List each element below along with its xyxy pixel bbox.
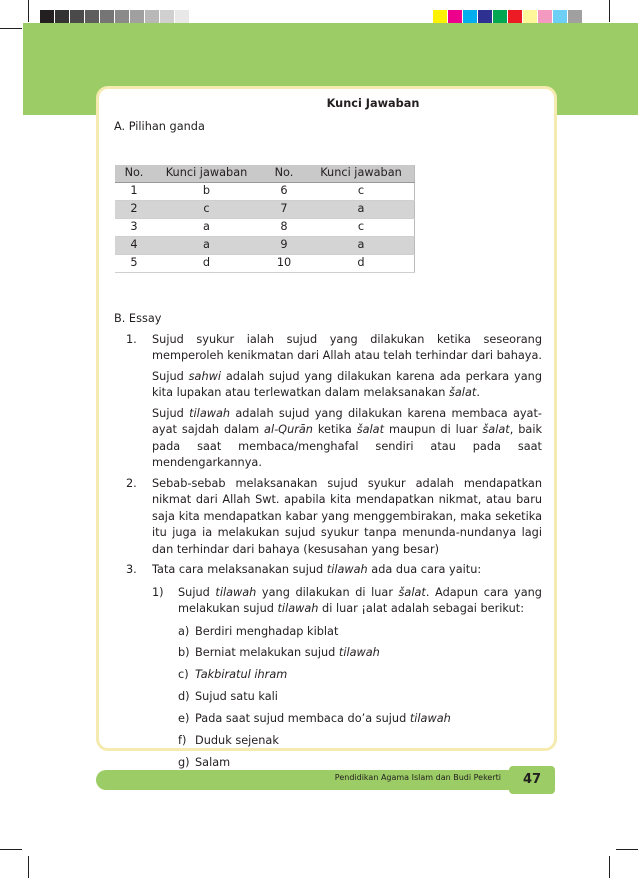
table-cell: 1 [115, 183, 153, 201]
answer-table [115, 165, 415, 273]
essay-item-3 [126, 562, 542, 777]
crop-mark [609, 856, 610, 878]
list-item-label: d) [178, 690, 190, 704]
paragraph: Sujud tilawah adalah sujud yang dilakukan karena membaca ayat-ayat sajdah dalam al-Qurān ketika šalat maupun di luar šalat, baik pada saat membaca/menghafal sendiri atau pada saat mendengarkannya. [152, 406, 543, 469]
table-header-row [115, 165, 415, 183]
crop-mark [28, 856, 29, 878]
essay-item-2 [126, 476, 542, 559]
paragraph: Sebab-sebab melaksanakan sujud syukur adalah mendapatkan nikmat dari Allah Swt. apabila kita mendapatkan nikmat, atau baru saja kita mendapatkan kabar yang menggembirakan, maka seketika itu juga ia melakukan sujud syukur tanpa menunda-nundanya lagi dan terhindar dari bahaya (kesusahan yang besar) [152, 476, 542, 556]
list-item-text: Berdiri menghadap kiblat [195, 624, 339, 638]
crop-mark [609, 0, 610, 22]
table-cell: 9 [260, 237, 308, 255]
table-row [115, 237, 415, 255]
table-cell: d [153, 255, 260, 273]
section-a-heading: A. Pilihan ganda [114, 119, 205, 133]
paragraph: Tata cara melaksanakan sujud tilawah ada dua cara yaitu: [152, 563, 482, 576]
section-b-heading: B. Essay [114, 312, 162, 325]
steps-list [178, 624, 542, 772]
list-item-label: a) [178, 624, 190, 638]
list-item-label: b) [178, 646, 190, 660]
item-number: 2. [126, 476, 137, 490]
item-number: 3. [126, 563, 137, 576]
list-item-text: Duduk sejenak [195, 733, 279, 747]
table-cell: 3 [115, 219, 153, 237]
table-header: No. [260, 165, 308, 183]
crop-mark [0, 849, 22, 850]
list-item-label: c) [178, 668, 189, 682]
list-item-label: g) [178, 755, 190, 769]
list-item [178, 645, 542, 662]
table-cell: a [153, 237, 260, 255]
table-cell: 10 [260, 255, 308, 273]
table-cell: d [308, 255, 415, 273]
list-item-text: Sujud satu kali [195, 690, 278, 704]
list-item [178, 755, 542, 772]
table-cell: c [308, 219, 415, 237]
sub-item-number: 1) [152, 585, 164, 599]
table-header: Kunci jawaban [308, 165, 415, 183]
paragraph: Sujud sahwi adalah sujud yang dilakukan karena ada perkara yang kita lupakan atau terlewatkan dalam melaksanakan šalat. [152, 369, 542, 399]
footer-bar [96, 770, 531, 790]
table-cell: a [308, 237, 415, 255]
page-title: Kunci Jawaban [326, 97, 420, 110]
table-cell: c [308, 183, 415, 201]
table-cell: a [308, 201, 415, 219]
table-row [115, 219, 415, 237]
list-item [178, 733, 542, 750]
crop-mark [0, 28, 22, 29]
essay-item-1 [126, 332, 542, 472]
table-cell: 7 [260, 201, 308, 219]
paragraph: Sujud tilawah yang dilakukan di luar šalat. Adapun cara yang melakukan sujud tilawah di luar ¡alat adalah sebagai berikut: [178, 585, 542, 615]
table-header: Kunci jawaban [153, 165, 260, 183]
list-item [178, 667, 542, 684]
table-row [115, 183, 415, 201]
table-cell: 6 [260, 183, 308, 201]
crop-mark [28, 0, 29, 22]
item-number: 1. [126, 332, 137, 346]
list-item-label: e) [178, 712, 190, 726]
crop-mark [616, 849, 638, 850]
list-item [178, 624, 542, 641]
list-item-text: Takbiratul ihram [195, 668, 288, 682]
list-item-text: Pada saat sujud membaca do’a sujud tilawah [195, 712, 451, 726]
table-cell: 8 [260, 219, 308, 237]
table-cell: 5 [115, 255, 153, 273]
table-cell: a [153, 219, 260, 237]
page-number: 47 [509, 766, 555, 794]
paragraph: Sujud syukur ialah sujud yang dilakukan ketika seseorang memperoleh kenikmatan dari Allah atau telah terhindar dari bahaya. [152, 332, 543, 362]
list-item [178, 711, 542, 728]
list-item-label: f) [178, 733, 187, 747]
table-header: No. [115, 165, 153, 183]
table-row [115, 255, 415, 273]
document-content [114, 96, 542, 777]
table-cell: c [153, 201, 260, 219]
list-item [178, 689, 542, 706]
table-cell: 4 [115, 237, 153, 255]
table-row [115, 201, 415, 219]
table-cell: b [153, 183, 260, 201]
list-item-text: Berniat melakukan sujud tilawah [195, 646, 380, 660]
sub-item-1 [152, 585, 542, 777]
table-cell: 2 [115, 201, 153, 219]
list-item-text: Salam [195, 755, 231, 769]
footer-book-title: Pendidikan Agama Islam dan Budi Pekerti [334, 773, 501, 782]
